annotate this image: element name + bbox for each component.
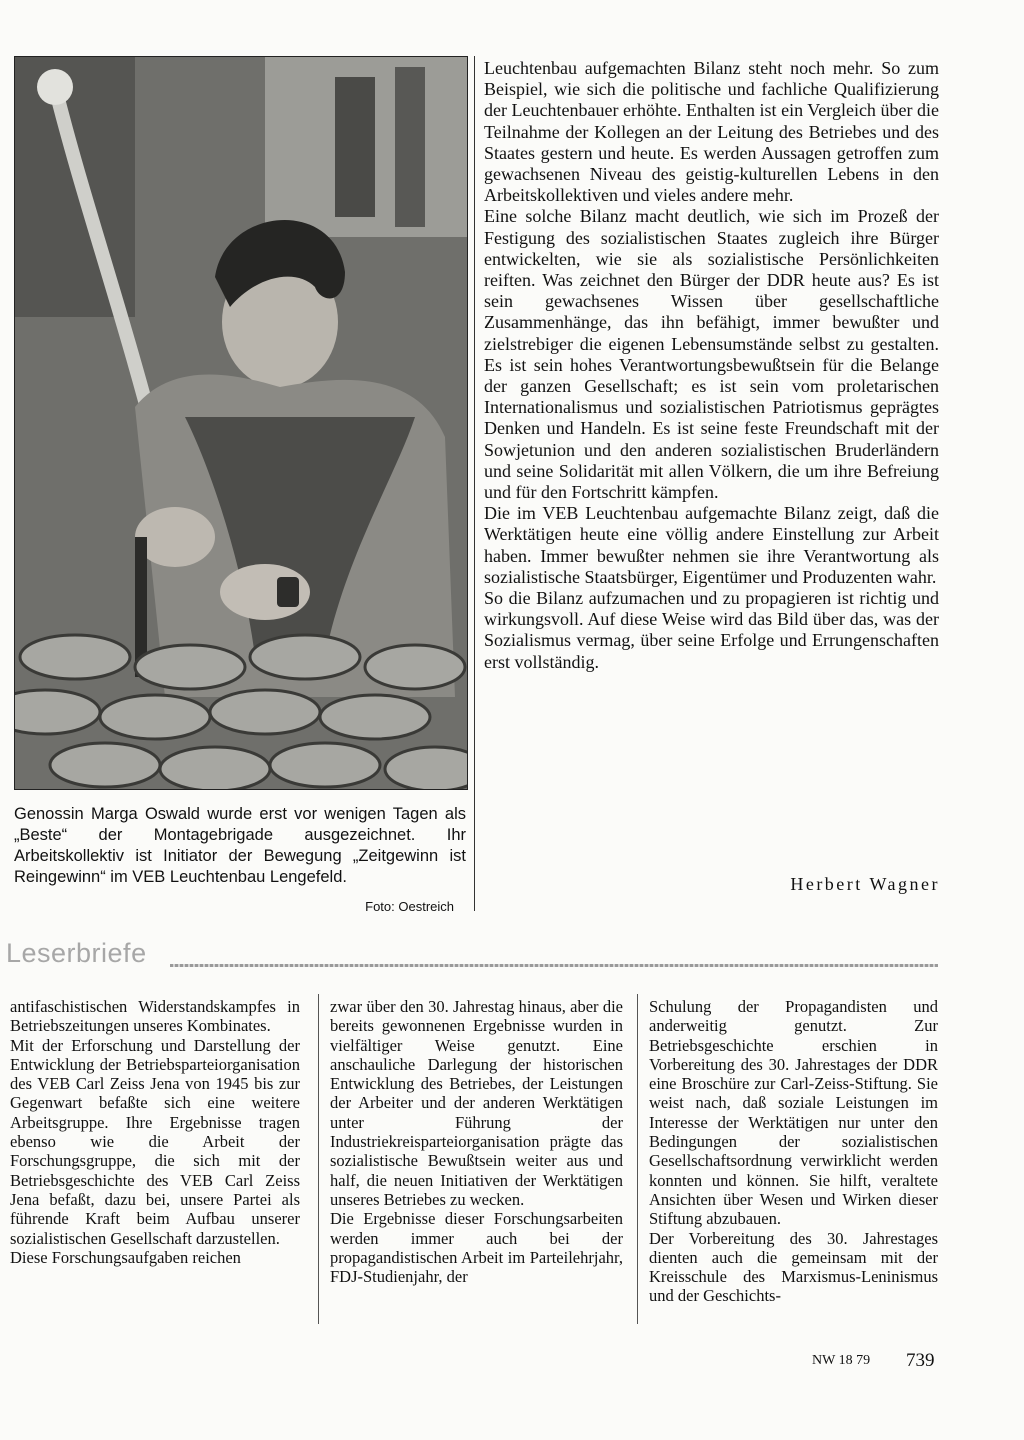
letters-paragraph: Der Vorbereitung des 30. Jahrestages dienten auch die gemeinsam mit der Kreisschule des Marxismus-Leninismus und der Geschichts- [649, 1228, 938, 1306]
column-divider [474, 56, 475, 911]
letters-paragraph: antifaschistischen Widerstandskampfes in Betriebszeitungen unseres Kombinates. [10, 997, 300, 1036]
letters-paragraph: Diese Forschungsaufgaben reichen [10, 1247, 241, 1267]
section-heading: Leserbriefe [6, 938, 147, 968]
column-divider [318, 994, 319, 1324]
photo-illustration [15, 57, 467, 789]
letters-column-3 [649, 997, 938, 1306]
letters-column-2 [330, 997, 623, 1286]
photo-caption: Genossin Marga Oswald wurde erst vor wenigen Tagen als „Beste“ der Montagebrigade ausgezeichnet. Ihr Arbeitskollektiv ist Initiator der Bewegung „Zeitgewinn ist Reingewinn“ im VEB Leuchtenbau Lengefeld. [14, 805, 466, 886]
photo-marga-oswald [14, 56, 468, 790]
article-author: Herbert Wagner [790, 874, 940, 894]
letters-paragraph: Mit der Erforschung und Darstellung der Entwicklung der Betriebsparteiorganisation des VEB Carl Zeiss Jena von 1945 bis zur Gegenwart befaßte sich eine weitere Arbeitsgruppe. Ihre Ergebnisse tragen ebenso wie die Arbeit der Forschungsgruppe, die sich mit der Betriebsgeschichte des VEB Carl Zeiss Jena befaßt, dazu bei, unsere Partei als führende Kraft beim Aufbau unserer sozialistischen Gesellschaft darzustellen. [10, 1035, 300, 1248]
article-column [484, 58, 939, 673]
letters-paragraph: Die Ergebnisse dieser Forschungsarbeiten werden immer auch bei der propagandistischen Arbeit im Parteilehrjahr, FDJ-Studienjahr, der [330, 1209, 623, 1287]
section-rule [170, 964, 938, 967]
column-divider [637, 994, 638, 1324]
photo-credit: Foto: Oestreich [365, 899, 454, 914]
page-number: 739 [906, 1350, 935, 1371]
letters-paragraph: Schulung der Propagandisten und anderweitig genutzt. Zur Betriebsgeschichte erschien in Vorbereitung des 30. Jahrestages der DDR eine Broschüre zur Carl-Zeiss-Stiftung. Sie weist nach, daß soziale Leistungen im Interesse der Werktätigen nur unter den Bedingungen der sozialistischen Gesellschaftsordnung verwirklicht werden konnten und können. Sie hilft, veraltete Ansichten über Wesen und Wirken dieser Stiftung abzubauen. [649, 997, 938, 1229]
article-paragraph: So die Bilanz aufzumachen und zu propagieren ist richtig und wirkungsvoll. Auf diese Weise wird das Bild über das, was der Sozialismus vermag, über seine Erfolge und Errungenschaften erst vollständig. [484, 588, 939, 672]
article-paragraph: Die im VEB Leuchtenbau aufgemachte Bilanz zeigt, daß die Werktätigen heute eine völlig andere Einstellung zur Arbeit haben. Immer bewußter nehmen sie ihre Verantwortung als sozialistische Staatsbürger, Eigentümer und Produzenten wahr. [484, 503, 939, 587]
article-paragraph: Eine solche Bilanz macht deutlich, wie sich im Prozeß der Festigung des sozialistischen Staates zugleich ihre Bürger entwickelten, wie sie als sozialistische Persönlichkeiten reiften. Was zeichnet den Bürger der DDR heute aus? Es ist sein gewachsenes Wissen über gesellschaftliche Zusammenhänge, das ihn befähigt, immer bewußter und zielstrebiger die eigenen Lebensumstände selbst zu gestalten. Es ist sein hohes Verantwortungsbewußtsein für die Belange der ganzen Gesellschaft; es ist sein vom proletarischen Internationalismus und sozialistischen Patriotismus geprägtes Denken und Handeln. Es ist seine feste Freundschaft mit der Sowjetunion und den anderen sozialistischen Bruderländern und seine Solidarität mit allen Völkern, die um ihre Befreiung und für den Fortschritt kämpfen. [484, 206, 939, 503]
letters-paragraph: zwar über den 30. Jahrestag hinaus, aber die bereits gewonnenen Ergebnisse wurden in vielfältiger Weise genutzt. Eine anschauliche Darlegung der historischen Entwicklung des Betriebes, der Leistungen der Arbeiter und der anderen Werktätigen unter Führung der Industriekreisparteiorganisation prägte das sozialistische Bewußtsein weiter aus und half, die neuen Initiativen der Werktätigen unseres Betriebes zu wecken. [330, 997, 623, 1209]
article-paragraph: Leuchtenbau aufgemachten Bilanz steht noch mehr. So zum Beispiel, wie sich die politische und fachliche Qualifizierung der Leuchtenbauer erhöhte. Enthalten ist ein Vergleich über die Teilnahme der Kollegen an der Leitung des Betriebes und des Staates gestern und heute. Es werden Aussagen getroffen zum gewachsenen Niveau des geistig-kulturellen Lebens in den Arbeitskollektiven und vieles andere mehr. [484, 58, 939, 206]
issue-code: NW 18 79 [812, 1353, 871, 1368]
letters-column-1 [10, 997, 300, 1267]
